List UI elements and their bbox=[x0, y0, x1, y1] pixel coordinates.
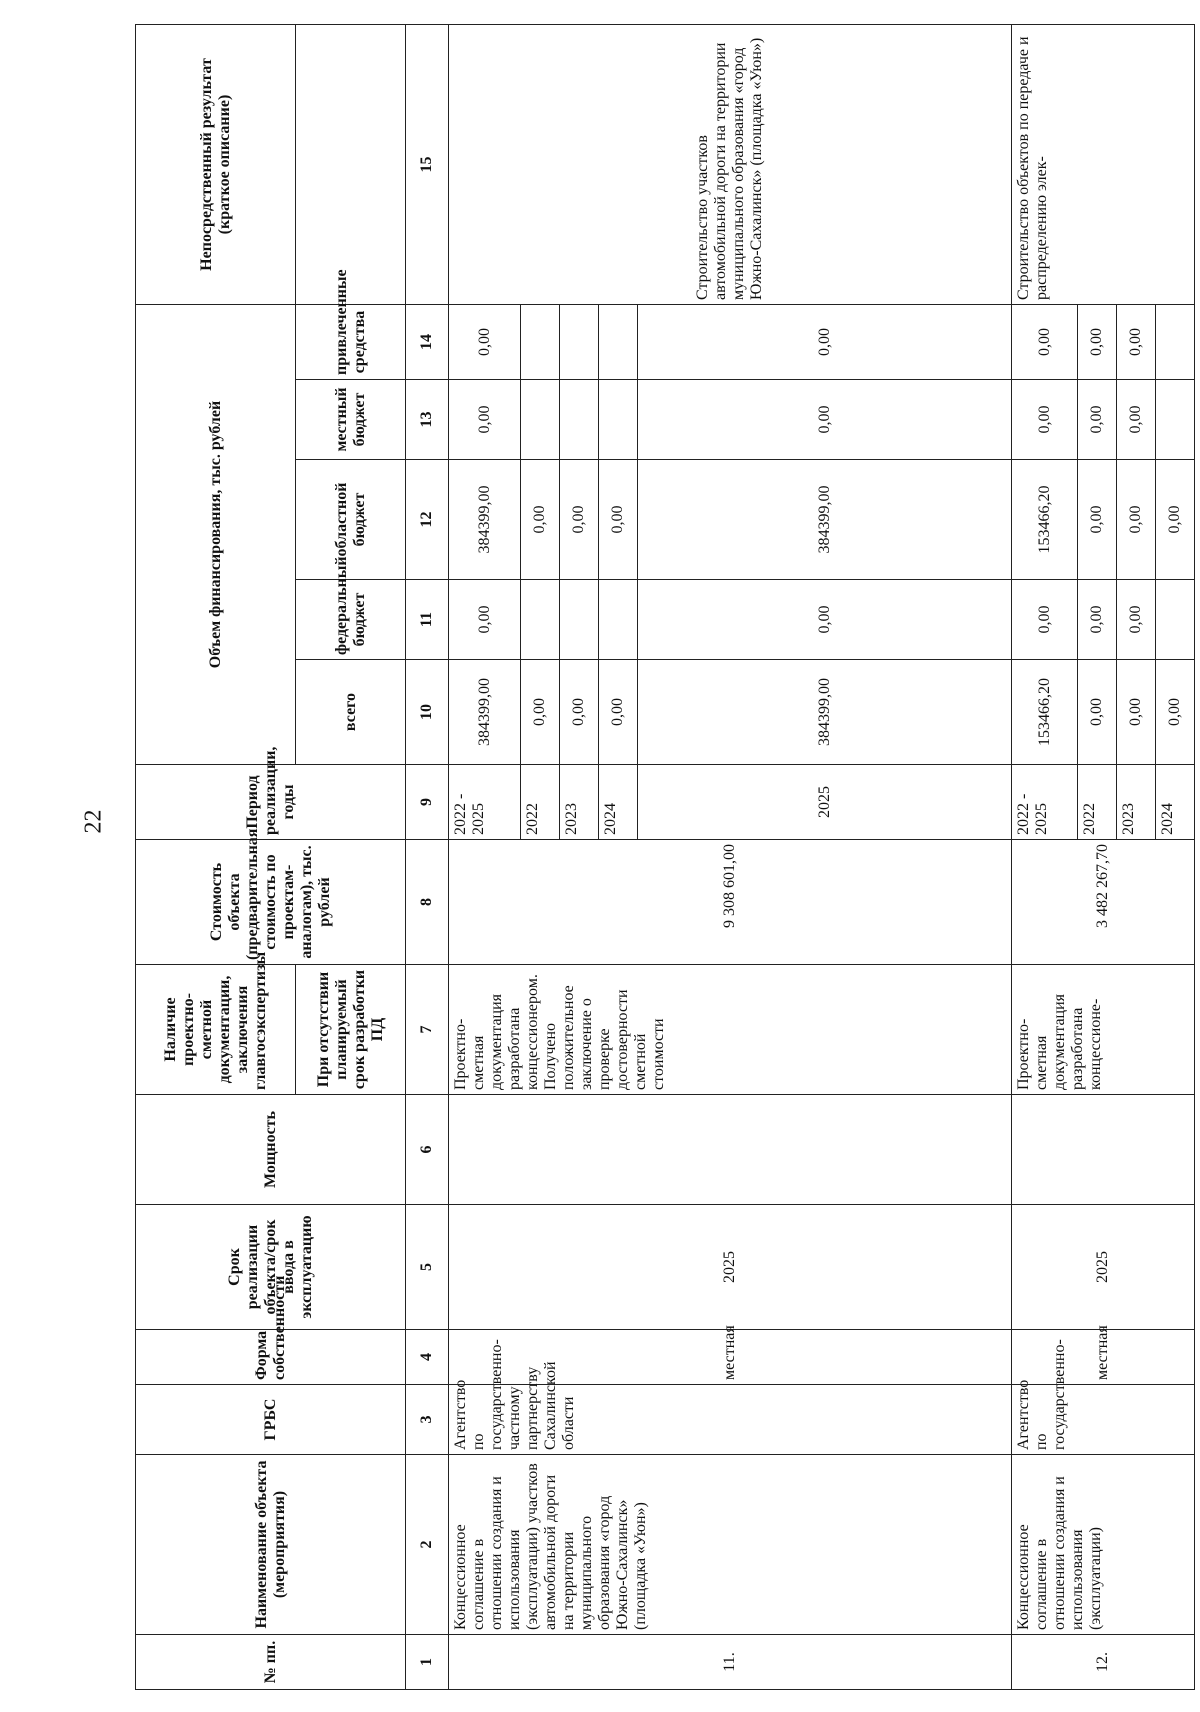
col-num: 8 bbox=[406, 840, 449, 965]
row-number: 11. bbox=[449, 1635, 1012, 1690]
table-row bbox=[449, 25, 521, 1690]
col-num: 11 bbox=[406, 580, 449, 660]
grbs-cell: Агентство по государственно-частному партнерству Сахалинской области bbox=[449, 1385, 1012, 1455]
cost-cell: 3 482 267,70 bbox=[1012, 840, 1195, 965]
column-number-row bbox=[406, 25, 449, 1690]
total-cell: 384399,00 bbox=[638, 660, 1012, 765]
federal-cell: 0,00 bbox=[638, 580, 1012, 660]
header-local: местный бюджет bbox=[296, 380, 406, 460]
col-num: 6 bbox=[406, 1095, 449, 1205]
header-federal: федеральный бюджет bbox=[296, 580, 406, 660]
header-cost: Стоимость объекта (предварительная стоимость по проектам-аналогам), тыс. рублей bbox=[136, 840, 406, 965]
attracted-cell: 0,00 bbox=[638, 305, 1012, 380]
local-cell: 0,00 bbox=[1117, 380, 1156, 460]
col-num: 5 bbox=[406, 1205, 449, 1330]
federal-cell: 0,00 bbox=[1117, 580, 1156, 660]
result-cell: Строительство объектов по передаче и распределению элек- bbox=[1012, 25, 1195, 305]
header-psd: Наличие проектно-сметной документации, заключения главгосэкспертизы bbox=[136, 965, 296, 1095]
col-num: 3 bbox=[406, 1385, 449, 1455]
table-row bbox=[1012, 25, 1078, 1690]
col-num: 9 bbox=[406, 765, 449, 840]
total-cell: 0,00 bbox=[560, 660, 599, 765]
col-num: 7 bbox=[406, 965, 449, 1095]
local-cell bbox=[599, 380, 638, 460]
federal-cell bbox=[599, 580, 638, 660]
total-cell: 384399,00 bbox=[449, 660, 521, 765]
attracted-cell bbox=[560, 305, 599, 380]
attracted-cell: 0,00 bbox=[449, 305, 521, 380]
regional-cell: 0,00 bbox=[1117, 460, 1156, 580]
period-cell: 2022 - 2025 bbox=[1012, 765, 1078, 840]
col-num: 2 bbox=[406, 1455, 449, 1635]
col-num: 15 bbox=[406, 25, 449, 305]
local-cell: 0,00 bbox=[638, 380, 1012, 460]
period-cell: 2022 bbox=[521, 765, 560, 840]
ownership-cell: местная bbox=[449, 1330, 1012, 1385]
header-financing: Объем финансирования, тыс. рублей bbox=[136, 305, 296, 765]
regional-cell: 0,00 bbox=[1156, 460, 1195, 580]
regional-cell: 0,00 bbox=[1078, 460, 1117, 580]
total-cell: 153466,20 bbox=[1012, 660, 1078, 765]
attracted-cell bbox=[1156, 305, 1195, 380]
grbs-cell: Агентство по государственно- bbox=[1012, 1385, 1195, 1455]
capacity-cell bbox=[449, 1095, 1012, 1205]
header-term: Срок реализации объекта/срок ввода в эксплуатацию bbox=[136, 1205, 406, 1330]
federal-cell bbox=[560, 580, 599, 660]
attracted-cell bbox=[521, 305, 560, 380]
header-attracted: привлеченные средства bbox=[296, 305, 406, 380]
term-cell: 2025 bbox=[449, 1205, 1012, 1330]
rotated-table-container bbox=[135, 25, 1195, 1690]
col-num: 13 bbox=[406, 380, 449, 460]
local-cell bbox=[521, 380, 560, 460]
period-cell: 2022 - 2025 bbox=[449, 765, 521, 840]
cost-cell: 9 308 601,00 bbox=[449, 840, 1012, 965]
investment-table bbox=[135, 24, 1195, 1690]
object-name: Концессионное соглашение в отношении создания и использования (эксплуатации) bbox=[1012, 1455, 1195, 1635]
regional-cell: 0,00 bbox=[599, 460, 638, 580]
col-num: 4 bbox=[406, 1330, 449, 1385]
header-result-empty bbox=[296, 25, 406, 305]
local-cell: 0,00 bbox=[1012, 380, 1078, 460]
period-cell: 2024 bbox=[599, 765, 638, 840]
result-cell: Строительство участков автомобильной дороги на территории муниципального образования «город Южно-Сахалинск» (площадка «Уюн») bbox=[449, 25, 1012, 305]
period-cell: 2025 bbox=[638, 765, 1012, 840]
total-cell: 0,00 bbox=[1078, 660, 1117, 765]
federal-cell: 0,00 bbox=[449, 580, 521, 660]
header-ownership: Форма собственности bbox=[136, 1330, 406, 1385]
term-cell: 2025 bbox=[1012, 1205, 1195, 1330]
header-no: № пп. bbox=[136, 1635, 406, 1690]
col-num: 12 bbox=[406, 460, 449, 580]
header-result: Непосредственный результат (краткое описание) bbox=[136, 25, 296, 305]
period-cell: 2024 bbox=[1156, 765, 1195, 840]
psd-cell: Проектно-сметная документация разработана концессионером. Получено положительное заключение о проверке достоверности сметной стоимости bbox=[449, 965, 1012, 1095]
regional-cell: 0,00 bbox=[560, 460, 599, 580]
col-num: 10 bbox=[406, 660, 449, 765]
regional-cell: 153466,20 bbox=[1012, 460, 1078, 580]
attracted-cell bbox=[599, 305, 638, 380]
federal-cell bbox=[521, 580, 560, 660]
local-cell: 0,00 bbox=[1078, 380, 1117, 460]
local-cell bbox=[1156, 380, 1195, 460]
row-number: 12. bbox=[1012, 1635, 1195, 1690]
col-num: 14 bbox=[406, 305, 449, 380]
ownership-cell: местная bbox=[1012, 1330, 1195, 1385]
federal-cell: 0,00 bbox=[1012, 580, 1078, 660]
header-total: всего bbox=[296, 660, 406, 765]
regional-cell: 384399,00 bbox=[638, 460, 1012, 580]
period-cell: 2023 bbox=[560, 765, 599, 840]
capacity-cell bbox=[1012, 1095, 1195, 1205]
regional-cell: 0,00 bbox=[521, 460, 560, 580]
local-cell bbox=[560, 380, 599, 460]
psd-cell: Проектно-сметная документация разработана концессионе- bbox=[1012, 965, 1195, 1095]
total-cell: 0,00 bbox=[521, 660, 560, 765]
period-cell: 2023 bbox=[1117, 765, 1156, 840]
col-num: 1 bbox=[406, 1635, 449, 1690]
period-cell: 2022 bbox=[1078, 765, 1117, 840]
header-capacity: Мощность bbox=[136, 1095, 406, 1205]
total-cell: 0,00 bbox=[599, 660, 638, 765]
attracted-cell: 0,00 bbox=[1012, 305, 1078, 380]
attracted-cell: 0,00 bbox=[1117, 305, 1156, 380]
federal-cell: 0,00 bbox=[1078, 580, 1117, 660]
regional-cell: 384399,00 bbox=[449, 460, 521, 580]
total-cell: 0,00 bbox=[1117, 660, 1156, 765]
total-cell: 0,00 bbox=[1156, 660, 1195, 765]
header-grbs: ГРБС bbox=[136, 1385, 406, 1455]
header-psd-sub: При отсутствии планируемый срок разработки ПД bbox=[296, 965, 406, 1095]
local-cell: 0,00 bbox=[449, 380, 521, 460]
header-period: Период реализации, годы bbox=[136, 765, 406, 840]
page-number: 22 bbox=[80, 809, 107, 834]
object-name: Концессионное соглашение в отношении создания и использования (эксплуатации) участков автомобильной дороги на территории муниципального образования «город Южно-Сахалинск» (площадка «Уюн») bbox=[449, 1455, 1012, 1635]
attracted-cell: 0,00 bbox=[1078, 305, 1117, 380]
header-name: Наименование объекта (мероприятия) bbox=[136, 1455, 406, 1635]
header-regional: областной бюджет bbox=[296, 460, 406, 580]
federal-cell bbox=[1156, 580, 1195, 660]
